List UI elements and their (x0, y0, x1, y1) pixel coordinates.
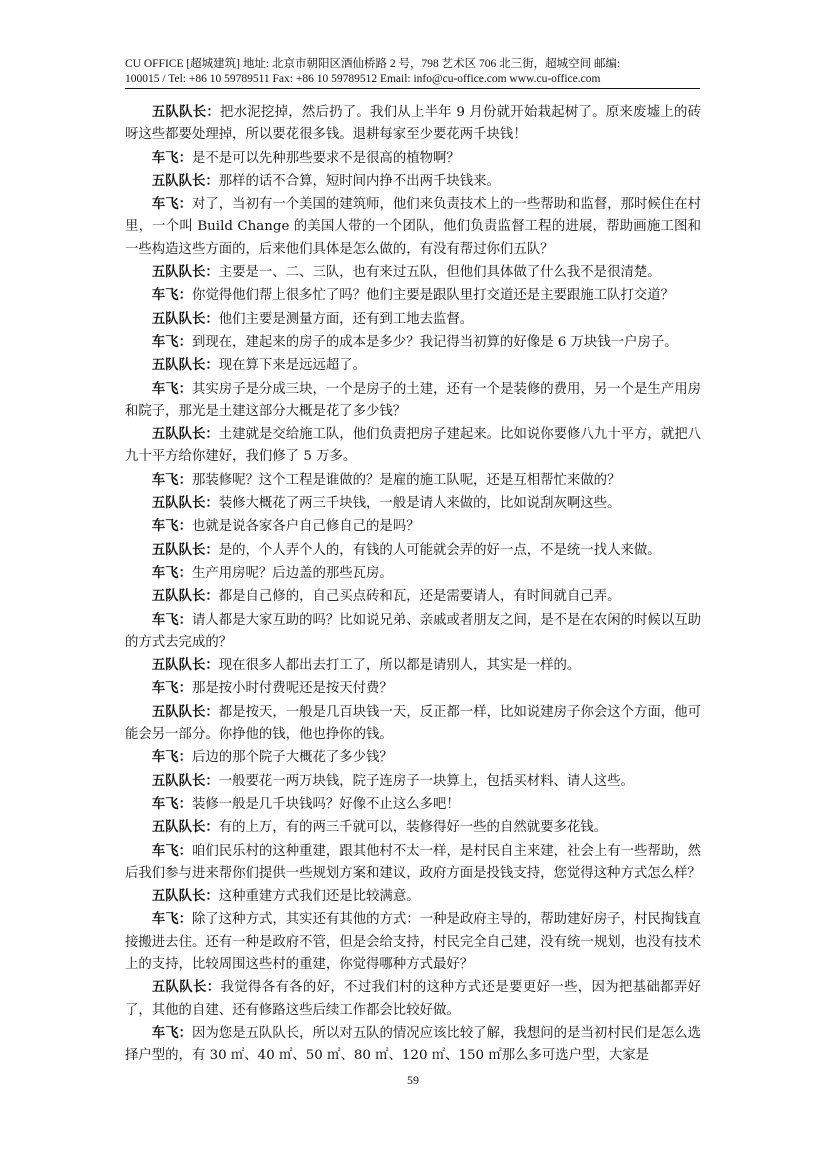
speaker-label: 五队队长： (151, 979, 221, 996)
dialogue-paragraph (125, 562, 701, 585)
dialogue-paragraph (125, 609, 701, 655)
speaker-label: 五队队长： (151, 541, 219, 558)
dialogue-text: 是的，个人弄个人的，有钱的人可能就会弄的好一点，不是统一找人来做。 (218, 542, 661, 558)
dialogue-text: 是不是可以先种那些要求不是很高的植物啊？ (191, 150, 460, 166)
interview-transcript (125, 101, 701, 1067)
dialogue-paragraph (125, 677, 701, 700)
speaker-label: 车飞： (151, 680, 192, 697)
dialogue-paragraph (125, 585, 701, 608)
speaker-label: 车飞： (151, 471, 192, 488)
dialogue-text: 那是按小时付费呢还是按天付费？ (191, 681, 393, 697)
dialogue-paragraph (125, 885, 701, 908)
dialogue-text: 把水泥挖掉，然后扔了。我们从上半年 9 月份就开始栽起树了。原来废墟上的砖呀这些都要处理掉，所以要花很多钱。退耕每家至少要花两千块钱！ (125, 105, 702, 143)
dialogue-paragraph (125, 793, 701, 816)
dialogue-paragraph (125, 770, 701, 793)
header-contact-line: 100015 / Tel: +86 10 59789511 Fax: +86 10 59789512 Email: info@cu-office.com www.cu-office.com (125, 73, 601, 85)
dialogue-text: 你觉得他们帮上很多忙了吗？他们主要是跟队里打交道还是主要跟施工队打交道？ (191, 288, 675, 304)
speaker-label: 车飞： (151, 842, 192, 859)
speaker-label: 五队队长： (151, 703, 219, 720)
dialogue-text: 因为您是五队队长，所以对五队的情况应该比较了解，我想问的是当初村民们是怎么选择户型的，有 30 ㎡、40 ㎡、50 ㎡、80 ㎡、120 ㎡、150 ㎡那么多可选户型，大家是 (125, 1025, 701, 1064)
dialogue-paragraph (125, 539, 701, 562)
speaker-label: 车飞： (151, 1024, 192, 1041)
dialogue-text: 其实房子是分成三块，一个是房子的土建，还有一个是装修的费用，另一个是生产用房和院子，那光是土建这部分大概是花了多少钱？ (125, 381, 701, 419)
dialogue-text: 现在很多人都出去打工了，所以都是请别人，其实是一样的。 (218, 658, 581, 674)
dialogue-paragraph (125, 354, 701, 377)
dialogue-text: 咱们民乐村的这种重建，跟其他村不太一样，是村民自主来建，社会上有一些帮助，然后我们参与进来帮你们提供一些规划方案和建议，政府方面是投钱支持，您觉得这种方式怎么样？ (125, 843, 701, 881)
speaker-label: 五队队长： (151, 772, 219, 789)
page-header (125, 57, 700, 89)
dialogue-paragraph (125, 654, 701, 677)
dialogue-text: 那装修呢？这个工程是谁做的？是雇的施工队呢，还是互相帮忙来做的？ (191, 472, 621, 488)
dialogue-paragraph (125, 746, 701, 769)
dialogue-text: 到现在，建起来的房子的成本是多少？我记得当初算的好像是 6 万块钱一户房子。 (191, 334, 678, 350)
dialogue-text: 有的上万，有的两三千就可以，装修得好一些的自然就要多花钱。 (218, 820, 608, 836)
speaker-label: 车飞： (151, 795, 192, 812)
speaker-label: 车飞： (151, 564, 192, 581)
dialogue-text: 后边的那个院子大概花了多少钱？ (191, 750, 393, 766)
speaker-label: 五队队长： (151, 888, 219, 905)
dialogue-paragraph (125, 331, 701, 354)
dialogue-paragraph (125, 101, 701, 147)
dialogue-text: 那样的话不合算，短时间内挣不出两千块钱来。 (218, 173, 500, 189)
speaker-label: 车飞： (151, 911, 192, 928)
dialogue-text: 都是按天，一般是几百块钱一天，反正都一样，比如说建房子你会这个方面，他可能会另一部分。你挣他的钱，他也挣你的钱。 (125, 704, 702, 743)
dialogue-paragraph (125, 1022, 701, 1068)
dialogue-text: 请人都是大家互助的吗？比如说兄弟、亲戚或者朋友之间，是不是在农闲的时候以互助的方式去完成的？ (125, 612, 701, 650)
speaker-label: 五队队长： (151, 310, 219, 327)
speaker-label: 五队队长： (151, 172, 219, 189)
dialogue-text: 生产用房呢？后边盖的那些瓦房。 (191, 565, 393, 581)
dialogue-paragraph (125, 147, 701, 170)
dialogue-text: 主要是一、二、三队，也有来过五队，但他们具体做了什么我不是很清楚。 (218, 265, 661, 281)
speaker-label: 五队队长： (151, 657, 219, 674)
dialogue-paragraph (125, 423, 701, 469)
speaker-label: 车飞： (151, 380, 192, 397)
dialogue-paragraph (125, 515, 701, 538)
speaker-label: 车飞： (151, 611, 192, 628)
dialogue-paragraph (125, 469, 701, 492)
speaker-label: 五队队长： (151, 495, 219, 512)
dialogue-text: 对了，当初有一个美国的建筑师，他们来负责技术上的一些帮助和监督，那时候住在村里，一个叫 Build Change 的美国人带的一个团队，他们负责监督工程的进展，帮助画施工图和一些构造这些方面的，后来他们具体是怎么做的，有没有帮过你们五队？ (125, 197, 701, 257)
header-address-line: CU OFFICE [超城建筑] 地址: 北京市朝阳区酒仙桥路 2 号，798 艺术区 706 北三街，超城空间 邮编: (125, 58, 621, 70)
dialogue-paragraph (125, 816, 701, 839)
dialogue-paragraph (125, 976, 701, 1022)
dialogue-paragraph (125, 170, 701, 193)
dialogue-text: 都是自己修的，自己买点砖和瓦，还是需要请人，有时间就自己弄。 (218, 589, 621, 605)
speaker-label: 五队队长： (151, 588, 219, 605)
dialogue-paragraph (125, 701, 701, 747)
dialogue-text: 装修一般是几千块钱吗？好像不止这么多吧！ (191, 796, 460, 812)
dialogue-paragraph (125, 193, 701, 261)
speaker-label: 车飞： (151, 149, 192, 166)
dialogue-text: 他们主要是测量方面，还有到工地去监督。 (218, 311, 474, 327)
speaker-label: 车飞： (151, 749, 192, 766)
dialogue-paragraph (125, 492, 701, 515)
dialogue-text: 土建就是交给施工队，他们负责把房子建起来。比如说你要修八九十平方，就把八九十平方给你建好，我们修了 5 万多。 (125, 427, 702, 465)
dialogue-text: 我觉得各有各的好，不过我们村的这种方式还是要更好一些，因为把基础都弄好了，其他的自建、还有修路这些后续工作都会比较好做。 (125, 980, 702, 1018)
speaker-label: 车飞： (151, 287, 192, 304)
dialogue-paragraph (125, 908, 701, 976)
speaker-label: 车飞： (151, 518, 192, 535)
dialogue-text: 也就是说各家各户自己修自己的是吗？ (191, 519, 420, 535)
speaker-label: 五队队长： (151, 819, 219, 836)
dialogue-paragraph (125, 284, 701, 307)
speaker-label: 五队队长： (151, 104, 220, 120)
speaker-label: 五队队长： (151, 264, 219, 281)
speaker-label: 车飞： (151, 196, 192, 213)
dialogue-paragraph (125, 840, 701, 886)
dialogue-paragraph (125, 308, 701, 331)
speaker-label: 五队队长： (151, 357, 219, 374)
dialogue-text: 一般要花一两万块钱，院子连房子一块算上，包括买材料、请人这些。 (218, 773, 634, 789)
dialogue-paragraph (125, 378, 701, 424)
dialogue-text: 除了这种方式，其实还有其他的方式：一种是政府主导的，帮助建好房子，村民掏钱直接搬进去住。还有一种是政府不管，但是会给支持，村民完全自己建，没有统一规划，也没有技术上的支持，比较周围这些村的重建，你觉得哪种方式最好？ (125, 912, 701, 972)
speaker-label: 五队队长： (151, 426, 219, 443)
speaker-label: 车飞： (151, 333, 192, 350)
dialogue-text: 现在算下来是远远超了。 (218, 358, 367, 374)
page-number: 59 (407, 1073, 419, 1087)
dialogue-text: 这种重建方式我们还是比较满意。 (218, 889, 420, 905)
dialogue-paragraph (125, 261, 701, 284)
dialogue-text: 装修大概花了两三千块钱，一般是请人来做的，比如说刮灰啊这些。 (218, 496, 621, 512)
